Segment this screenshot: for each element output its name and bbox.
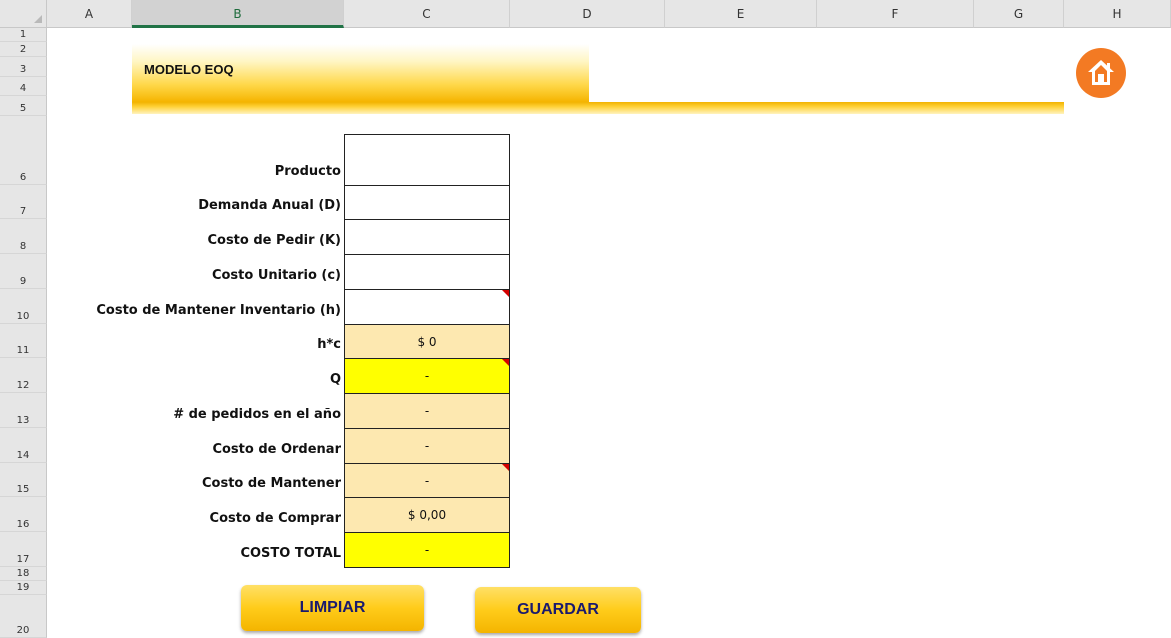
- comment-indicator[interactable]: [502, 359, 509, 366]
- row-header-13[interactable]: 13: [0, 393, 47, 428]
- cell-pedidos-ano[interactable]: -: [344, 393, 510, 429]
- column-header-h[interactable]: H: [1064, 0, 1171, 28]
- label-h-c: h*c: [317, 337, 341, 352]
- home-icon: [1085, 57, 1117, 89]
- label-demanda-anual: Demanda Anual (D): [198, 198, 341, 213]
- save-button[interactable]: GUARDAR: [475, 587, 641, 633]
- row-header-10[interactable]: 10: [0, 289, 47, 324]
- input-costo-pedir[interactable]: [344, 219, 510, 255]
- column-header-d[interactable]: D: [510, 0, 665, 28]
- row-header-4[interactable]: 4: [0, 77, 47, 96]
- comment-indicator[interactable]: [502, 290, 509, 297]
- row-header-2[interactable]: 2: [0, 42, 47, 57]
- cell-q[interactable]: [344, 358, 510, 394]
- comment-indicator[interactable]: [502, 464, 509, 471]
- column-header-c[interactable]: C: [344, 0, 510, 28]
- cell-costo-total[interactable]: -: [344, 532, 510, 568]
- label-costo-pedir: Costo de Pedir (K): [207, 233, 341, 248]
- banner-underline: [132, 102, 1064, 114]
- row-header-5[interactable]: 5: [0, 96, 47, 116]
- row-header-12[interactable]: 12: [0, 358, 47, 393]
- cell-costo-ordenar[interactable]: -: [344, 428, 510, 464]
- column-header-e[interactable]: E: [665, 0, 817, 28]
- column-header-g[interactable]: G: [974, 0, 1064, 28]
- input-demanda-anual[interactable]: [344, 185, 510, 220]
- row-header-20[interactable]: 20: [0, 595, 47, 638]
- row-header-1[interactable]: 1: [0, 28, 47, 42]
- row-header-15[interactable]: 15: [0, 463, 47, 497]
- home-button[interactable]: [1076, 48, 1126, 98]
- cell-value: -: [424, 369, 430, 383]
- cell-costo-comprar[interactable]: $ 0,00: [344, 497, 510, 533]
- row-header-8[interactable]: 8: [0, 219, 47, 254]
- cell-costo-mantener[interactable]: [344, 463, 510, 498]
- label-producto: Producto: [274, 164, 341, 179]
- row-header-11[interactable]: 11: [0, 324, 47, 358]
- input-costo-mantener-inventario[interactable]: [344, 289, 510, 325]
- input-producto[interactable]: [344, 134, 510, 186]
- row-header-19[interactable]: 19: [0, 581, 47, 595]
- column-header-a[interactable]: A: [47, 0, 132, 28]
- column-header-f[interactable]: F: [817, 0, 974, 28]
- row-header-7[interactable]: 7: [0, 185, 47, 219]
- row-header-6[interactable]: 6: [0, 116, 47, 185]
- row-header-14[interactable]: 14: [0, 428, 47, 463]
- label-pedidos-ano: # de pedidos en el año: [173, 407, 341, 422]
- label-costo-ordenar: Costo de Ordenar: [212, 442, 341, 457]
- row-header-17[interactable]: 17: [0, 532, 47, 567]
- column-header-b[interactable]: B: [132, 0, 344, 28]
- row-header-9[interactable]: 9: [0, 254, 47, 289]
- cell-h-c[interactable]: $ 0: [344, 324, 510, 359]
- row-header-3[interactable]: 3: [0, 57, 47, 77]
- input-costo-unitario[interactable]: [344, 254, 510, 290]
- label-q: Q: [329, 372, 341, 387]
- row-header-18[interactable]: 18: [0, 567, 47, 581]
- row-header-16[interactable]: 16: [0, 497, 47, 532]
- select-all-corner[interactable]: [0, 0, 47, 28]
- cell-value: -: [424, 473, 430, 488]
- label-costo-mantener-inventario: Costo de Mantener Inventario (h): [96, 303, 341, 318]
- label-costo-unitario: Costo Unitario (c): [211, 268, 341, 283]
- clear-button[interactable]: LIMPIAR: [241, 585, 424, 631]
- label-costo-total: COSTO TOTAL: [240, 546, 341, 561]
- label-costo-comprar: Costo de Comprar: [209, 511, 341, 526]
- label-costo-mantener: Costo de Mantener: [201, 476, 341, 491]
- page-title: MODELO EOQ: [144, 62, 234, 77]
